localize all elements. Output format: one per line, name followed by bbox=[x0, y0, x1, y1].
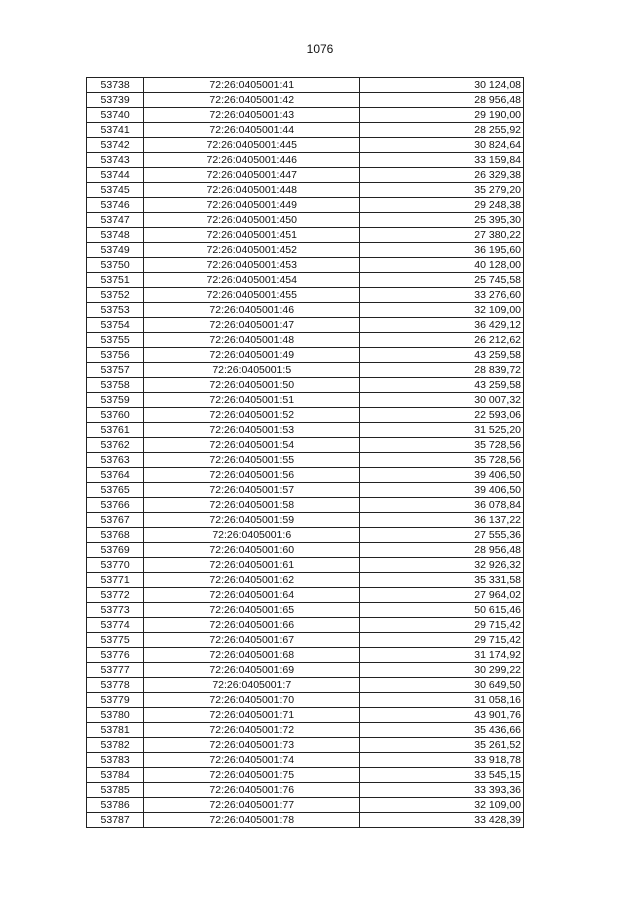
table-row bbox=[87, 663, 524, 678]
area-value-cell: 33 428,39 bbox=[360, 813, 524, 828]
table-row bbox=[87, 783, 524, 798]
table-row bbox=[87, 768, 524, 783]
row-number-cell: 53740 bbox=[87, 108, 144, 123]
cadastral-number-cell: 72:26:0405001:73 bbox=[144, 738, 360, 753]
table-row bbox=[87, 453, 524, 468]
table-row bbox=[87, 438, 524, 453]
row-number-cell: 53746 bbox=[87, 198, 144, 213]
page-number: 1076 bbox=[306, 42, 334, 56]
row-number-cell: 53786 bbox=[87, 798, 144, 813]
row-number-cell: 53759 bbox=[87, 393, 144, 408]
table-row bbox=[87, 348, 524, 363]
table-row bbox=[87, 213, 524, 228]
row-number-cell: 53778 bbox=[87, 678, 144, 693]
area-value-cell: 30 824,64 bbox=[360, 138, 524, 153]
cadastral-number-cell: 72:26:0405001:77 bbox=[144, 798, 360, 813]
row-number-cell: 53748 bbox=[87, 228, 144, 243]
area-value-cell: 36 195,60 bbox=[360, 243, 524, 258]
cadastral-number-cell: 72:26:0405001:55 bbox=[144, 453, 360, 468]
row-number-cell: 53751 bbox=[87, 273, 144, 288]
row-number-cell: 53785 bbox=[87, 783, 144, 798]
cadastral-number-cell: 72:26:0405001:71 bbox=[144, 708, 360, 723]
area-value-cell: 26 329,38 bbox=[360, 168, 524, 183]
area-value-cell: 28 956,48 bbox=[360, 543, 524, 558]
area-value-cell: 30 299,22 bbox=[360, 663, 524, 678]
cadastral-number-cell: 72:26:0405001:62 bbox=[144, 573, 360, 588]
row-number-cell: 53747 bbox=[87, 213, 144, 228]
row-number-cell: 53762 bbox=[87, 438, 144, 453]
area-value-cell: 33 159,84 bbox=[360, 153, 524, 168]
row-number-cell: 53765 bbox=[87, 483, 144, 498]
area-value-cell: 28 255,92 bbox=[360, 123, 524, 138]
table-row bbox=[87, 363, 524, 378]
registry-table-body bbox=[87, 78, 524, 828]
area-value-cell: 39 406,50 bbox=[360, 468, 524, 483]
cadastral-number-cell: 72:26:0405001:54 bbox=[144, 438, 360, 453]
table-row bbox=[87, 153, 524, 168]
table-row bbox=[87, 108, 524, 123]
area-value-cell: 31 525,20 bbox=[360, 423, 524, 438]
row-number-cell: 53750 bbox=[87, 258, 144, 273]
cadastral-number-cell: 72:26:0405001:69 bbox=[144, 663, 360, 678]
table-row bbox=[87, 273, 524, 288]
registry-table bbox=[86, 77, 524, 828]
area-value-cell: 32 109,00 bbox=[360, 303, 524, 318]
area-value-cell: 43 901,76 bbox=[360, 708, 524, 723]
cadastral-number-cell: 72:26:0405001:49 bbox=[144, 348, 360, 363]
table-row bbox=[87, 528, 524, 543]
row-number-cell: 53784 bbox=[87, 768, 144, 783]
row-number-cell: 53773 bbox=[87, 603, 144, 618]
area-value-cell: 36 137,22 bbox=[360, 513, 524, 528]
row-number-cell: 53781 bbox=[87, 723, 144, 738]
cadastral-number-cell: 72:26:0405001:56 bbox=[144, 468, 360, 483]
table-row bbox=[87, 813, 524, 828]
cadastral-number-cell: 72:26:0405001:454 bbox=[144, 273, 360, 288]
row-number-cell: 53741 bbox=[87, 123, 144, 138]
table-row bbox=[87, 393, 524, 408]
area-value-cell: 29 715,42 bbox=[360, 633, 524, 648]
row-number-cell: 53768 bbox=[87, 528, 144, 543]
row-number-cell: 53757 bbox=[87, 363, 144, 378]
row-number-cell: 53774 bbox=[87, 618, 144, 633]
row-number-cell: 53754 bbox=[87, 318, 144, 333]
row-number-cell: 53780 bbox=[87, 708, 144, 723]
row-number-cell: 53787 bbox=[87, 813, 144, 828]
area-value-cell: 35 261,52 bbox=[360, 738, 524, 753]
table-row bbox=[87, 723, 524, 738]
cadastral-number-cell: 72:26:0405001:447 bbox=[144, 168, 360, 183]
cadastral-number-cell: 72:26:0405001:60 bbox=[144, 543, 360, 558]
table-row bbox=[87, 603, 524, 618]
cadastral-number-cell: 72:26:0405001:445 bbox=[144, 138, 360, 153]
area-value-cell: 43 259,58 bbox=[360, 348, 524, 363]
cadastral-number-cell: 72:26:0405001:76 bbox=[144, 783, 360, 798]
area-value-cell: 35 728,56 bbox=[360, 453, 524, 468]
cadastral-number-cell: 72:26:0405001:455 bbox=[144, 288, 360, 303]
area-value-cell: 33 918,78 bbox=[360, 753, 524, 768]
area-value-cell: 26 212,62 bbox=[360, 333, 524, 348]
area-value-cell: 27 555,36 bbox=[360, 528, 524, 543]
table-row bbox=[87, 93, 524, 108]
cadastral-number-cell: 72:26:0405001:61 bbox=[144, 558, 360, 573]
cadastral-number-cell: 72:26:0405001:446 bbox=[144, 153, 360, 168]
area-value-cell: 35 436,66 bbox=[360, 723, 524, 738]
row-number-cell: 53772 bbox=[87, 588, 144, 603]
cadastral-number-cell: 72:26:0405001:58 bbox=[144, 498, 360, 513]
table-row bbox=[87, 288, 524, 303]
area-value-cell: 33 276,60 bbox=[360, 288, 524, 303]
table-row bbox=[87, 168, 524, 183]
table-row bbox=[87, 483, 524, 498]
area-value-cell: 32 926,32 bbox=[360, 558, 524, 573]
row-number-cell: 53767 bbox=[87, 513, 144, 528]
cadastral-number-cell: 72:26:0405001:78 bbox=[144, 813, 360, 828]
cadastral-number-cell: 72:26:0405001:57 bbox=[144, 483, 360, 498]
row-number-cell: 53755 bbox=[87, 333, 144, 348]
area-value-cell: 31 058,16 bbox=[360, 693, 524, 708]
area-value-cell: 28 839,72 bbox=[360, 363, 524, 378]
row-number-cell: 53753 bbox=[87, 303, 144, 318]
area-value-cell: 29 190,00 bbox=[360, 108, 524, 123]
cadastral-number-cell: 72:26:0405001:453 bbox=[144, 258, 360, 273]
table-row bbox=[87, 468, 524, 483]
cadastral-number-cell: 72:26:0405001:74 bbox=[144, 753, 360, 768]
area-value-cell: 35 279,20 bbox=[360, 183, 524, 198]
table-row bbox=[87, 423, 524, 438]
table-row bbox=[87, 558, 524, 573]
cadastral-number-cell: 72:26:0405001:449 bbox=[144, 198, 360, 213]
row-number-cell: 53779 bbox=[87, 693, 144, 708]
cadastral-number-cell: 72:26:0405001:450 bbox=[144, 213, 360, 228]
table-row bbox=[87, 798, 524, 813]
table-row bbox=[87, 138, 524, 153]
cadastral-number-cell: 72:26:0405001:448 bbox=[144, 183, 360, 198]
area-value-cell: 29 715,42 bbox=[360, 618, 524, 633]
table-row bbox=[87, 378, 524, 393]
cadastral-number-cell: 72:26:0405001:51 bbox=[144, 393, 360, 408]
area-value-cell: 27 380,22 bbox=[360, 228, 524, 243]
cadastral-number-cell: 72:26:0405001:6 bbox=[144, 528, 360, 543]
table-row bbox=[87, 228, 524, 243]
row-number-cell: 53771 bbox=[87, 573, 144, 588]
area-value-cell: 29 248,38 bbox=[360, 198, 524, 213]
row-number-cell: 53763 bbox=[87, 453, 144, 468]
row-number-cell: 53760 bbox=[87, 408, 144, 423]
row-number-cell: 53749 bbox=[87, 243, 144, 258]
area-value-cell: 27 964,02 bbox=[360, 588, 524, 603]
area-value-cell: 30 649,50 bbox=[360, 678, 524, 693]
cadastral-number-cell: 72:26:0405001:53 bbox=[144, 423, 360, 438]
cadastral-number-cell: 72:26:0405001:43 bbox=[144, 108, 360, 123]
area-value-cell: 25 745,58 bbox=[360, 273, 524, 288]
cadastral-number-cell: 72:26:0405001:72 bbox=[144, 723, 360, 738]
area-value-cell: 22 593,06 bbox=[360, 408, 524, 423]
table-row bbox=[87, 198, 524, 213]
cadastral-number-cell: 72:26:0405001:68 bbox=[144, 648, 360, 663]
table-row bbox=[87, 708, 524, 723]
row-number-cell: 53744 bbox=[87, 168, 144, 183]
cadastral-number-cell: 72:26:0405001:50 bbox=[144, 378, 360, 393]
row-number-cell: 53743 bbox=[87, 153, 144, 168]
row-number-cell: 53756 bbox=[87, 348, 144, 363]
cadastral-number-cell: 72:26:0405001:67 bbox=[144, 633, 360, 648]
area-value-cell: 50 615,46 bbox=[360, 603, 524, 618]
table-row bbox=[87, 78, 524, 93]
cadastral-number-cell: 72:26:0405001:452 bbox=[144, 243, 360, 258]
cadastral-number-cell: 72:26:0405001:59 bbox=[144, 513, 360, 528]
cadastral-number-cell: 72:26:0405001:66 bbox=[144, 618, 360, 633]
table-row bbox=[87, 243, 524, 258]
area-value-cell: 39 406,50 bbox=[360, 483, 524, 498]
area-value-cell: 36 429,12 bbox=[360, 318, 524, 333]
cadastral-number-cell: 72:26:0405001:64 bbox=[144, 588, 360, 603]
table-row bbox=[87, 693, 524, 708]
table-row bbox=[87, 408, 524, 423]
row-number-cell: 53742 bbox=[87, 138, 144, 153]
area-value-cell: 33 393,36 bbox=[360, 783, 524, 798]
cadastral-number-cell: 72:26:0405001:47 bbox=[144, 318, 360, 333]
cadastral-number-cell: 72:26:0405001:65 bbox=[144, 603, 360, 618]
table-row bbox=[87, 753, 524, 768]
cadastral-number-cell: 72:26:0405001:52 bbox=[144, 408, 360, 423]
cadastral-number-cell: 72:26:0405001:44 bbox=[144, 123, 360, 138]
area-value-cell: 35 728,56 bbox=[360, 438, 524, 453]
area-value-cell: 31 174,92 bbox=[360, 648, 524, 663]
table-row bbox=[87, 648, 524, 663]
area-value-cell: 25 395,30 bbox=[360, 213, 524, 228]
table-row bbox=[87, 678, 524, 693]
row-number-cell: 53769 bbox=[87, 543, 144, 558]
area-value-cell: 30 007,32 bbox=[360, 393, 524, 408]
area-value-cell: 32 109,00 bbox=[360, 798, 524, 813]
table-row bbox=[87, 543, 524, 558]
row-number-cell: 53776 bbox=[87, 648, 144, 663]
table-row bbox=[87, 258, 524, 273]
table-row bbox=[87, 303, 524, 318]
row-number-cell: 53761 bbox=[87, 423, 144, 438]
table-row bbox=[87, 588, 524, 603]
row-number-cell: 53770 bbox=[87, 558, 144, 573]
row-number-cell: 53758 bbox=[87, 378, 144, 393]
cadastral-number-cell: 72:26:0405001:46 bbox=[144, 303, 360, 318]
row-number-cell: 53766 bbox=[87, 498, 144, 513]
cadastral-number-cell: 72:26:0405001:41 bbox=[144, 78, 360, 93]
table-row bbox=[87, 123, 524, 138]
area-value-cell: 33 545,15 bbox=[360, 768, 524, 783]
table-row bbox=[87, 318, 524, 333]
table-row bbox=[87, 573, 524, 588]
cadastral-number-cell: 72:26:0405001:5 bbox=[144, 363, 360, 378]
table-row bbox=[87, 333, 524, 348]
table-row bbox=[87, 618, 524, 633]
cadastral-number-cell: 72:26:0405001:70 bbox=[144, 693, 360, 708]
row-number-cell: 53745 bbox=[87, 183, 144, 198]
row-number-cell: 53783 bbox=[87, 753, 144, 768]
row-number-cell: 53777 bbox=[87, 663, 144, 678]
row-number-cell: 53775 bbox=[87, 633, 144, 648]
cadastral-number-cell: 72:26:0405001:48 bbox=[144, 333, 360, 348]
area-value-cell: 30 124,08 bbox=[360, 78, 524, 93]
area-value-cell: 35 331,58 bbox=[360, 573, 524, 588]
table-row bbox=[87, 513, 524, 528]
area-value-cell: 28 956,48 bbox=[360, 93, 524, 108]
table-row bbox=[87, 738, 524, 753]
cadastral-number-cell: 72:26:0405001:7 bbox=[144, 678, 360, 693]
area-value-cell: 40 128,00 bbox=[360, 258, 524, 273]
cadastral-number-cell: 72:26:0405001:42 bbox=[144, 93, 360, 108]
table-row bbox=[87, 633, 524, 648]
row-number-cell: 53738 bbox=[87, 78, 144, 93]
area-value-cell: 43 259,58 bbox=[360, 378, 524, 393]
cadastral-number-cell: 72:26:0405001:75 bbox=[144, 768, 360, 783]
cadastral-number-cell: 72:26:0405001:451 bbox=[144, 228, 360, 243]
area-value-cell: 36 078,84 bbox=[360, 498, 524, 513]
row-number-cell: 53739 bbox=[87, 93, 144, 108]
row-number-cell: 53752 bbox=[87, 288, 144, 303]
table-row bbox=[87, 183, 524, 198]
table-row bbox=[87, 498, 524, 513]
row-number-cell: 53782 bbox=[87, 738, 144, 753]
row-number-cell: 53764 bbox=[87, 468, 144, 483]
